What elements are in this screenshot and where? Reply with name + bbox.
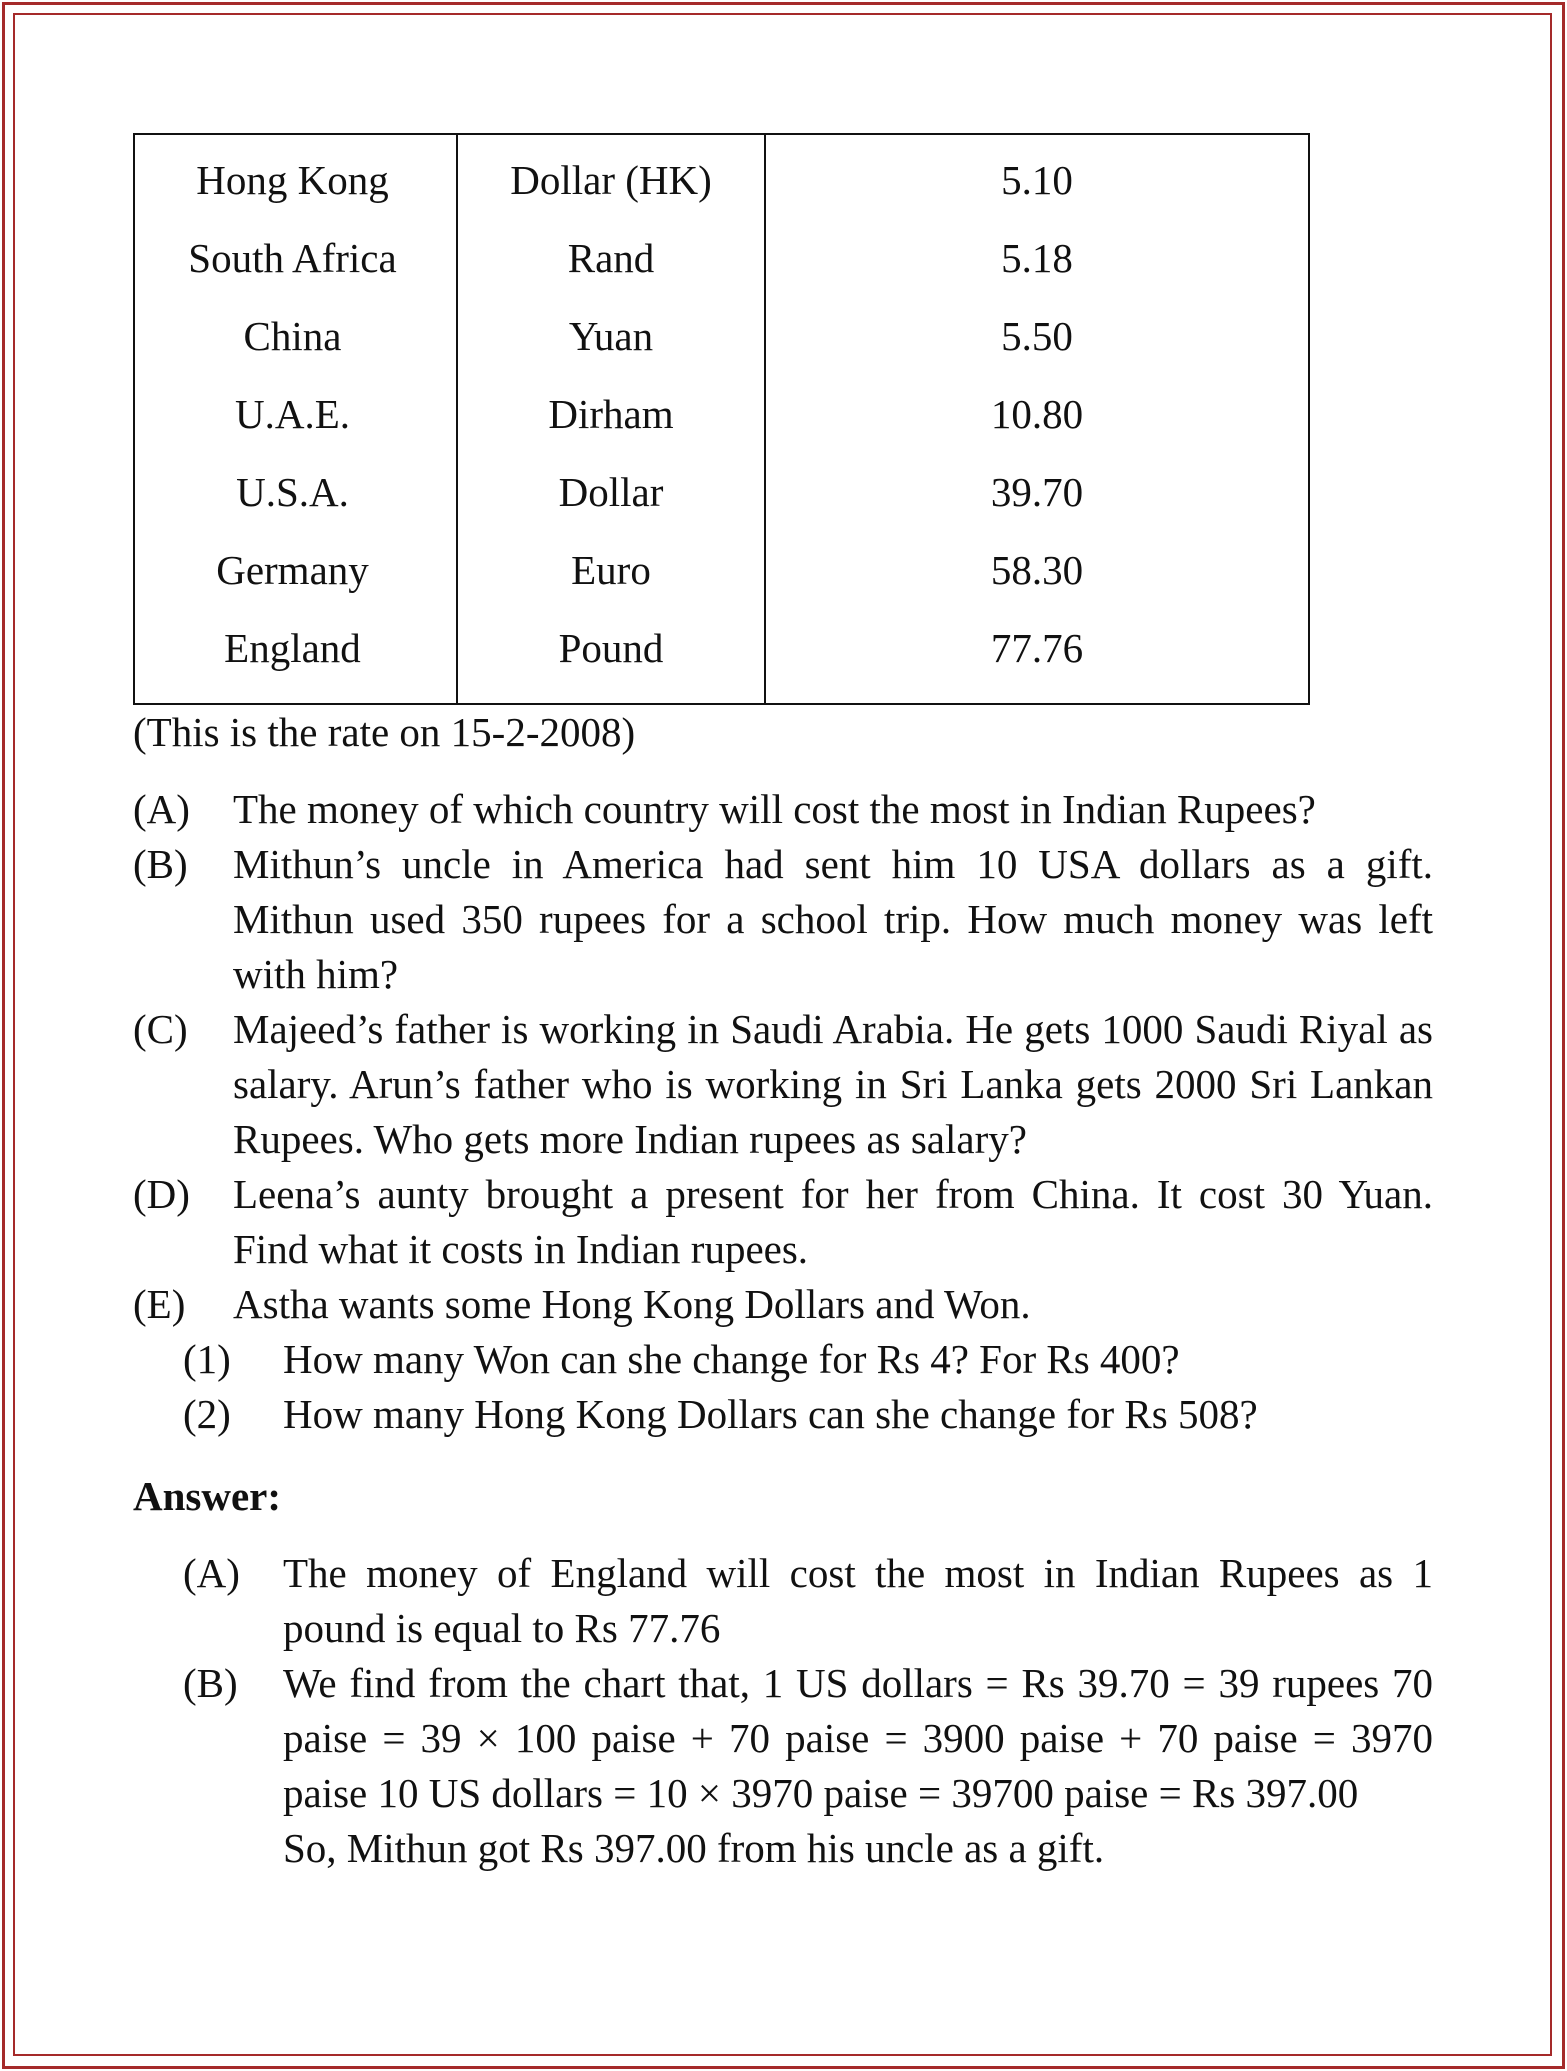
table-cell-country: England: [224, 625, 361, 671]
table-cell-country: U.A.E.: [234, 391, 350, 437]
table-cell-country: China: [243, 313, 342, 359]
sub-question-item: [133, 1387, 1433, 1442]
answer-text: The money of England will cost the most in Indian Rupees as 1 pound is equal to Rs 77.76: [283, 1550, 1433, 1651]
question-item: [133, 1277, 1433, 1332]
table-cell-currency: Pound: [558, 625, 664, 671]
question-label: (D): [133, 1171, 190, 1217]
answer-heading: Answer:: [133, 1473, 282, 1519]
answer-item: [183, 1656, 1433, 1876]
question-text: Astha wants some Hong Kong Dollars and Won.: [233, 1281, 1031, 1327]
question-label: (C): [133, 1006, 188, 1052]
question-item: [133, 1002, 1433, 1167]
currency-column: [458, 135, 766, 703]
table-cell-rate: 5.18: [1001, 235, 1073, 281]
sub-question-text: How many Hong Kong Dollars can she change for Rs 508?: [283, 1391, 1258, 1437]
table-cell-rate: 5.50: [1001, 313, 1073, 359]
table-cell-rate: 58.30: [990, 547, 1084, 593]
answer-label: (A): [183, 1550, 240, 1596]
answer-list: [183, 1546, 1433, 1876]
table-cell-rate: 5.10: [1001, 157, 1073, 203]
exchange-rate-table: [133, 133, 1310, 705]
sub-question-item: [133, 1332, 1433, 1387]
question-item: [133, 782, 1433, 837]
question-label: (E): [133, 1281, 186, 1327]
question-text: Mithun’s uncle in America had sent him 10 USA dollars as a gift. Mithun used 350 rupees for a school trip. How much money was left with him?: [233, 841, 1433, 997]
rate-date-note: (This is the rate on 15-2-2008): [133, 709, 636, 755]
rate-column: [766, 135, 1308, 703]
table-cell-currency: Dollar: [558, 469, 664, 515]
sub-question-text: How many Won can she change for Rs 4? For Rs 400?: [283, 1336, 1180, 1382]
answer-label: (B): [183, 1660, 238, 1706]
table-cell-currency: Euro: [571, 547, 651, 593]
answer-item: [183, 1546, 1433, 1656]
question-list: [133, 782, 1433, 1442]
sub-question-label: (1): [183, 1336, 231, 1382]
table-cell-currency: Yuan: [568, 313, 654, 359]
table-cell-rate: 39.70: [990, 469, 1084, 515]
table-cell-currency: Rand: [567, 235, 655, 281]
answer-text: We find from the chart that, 1 US dollars = Rs 39.70 = 39 rupees 70 paise = 39 × 100 paise + 70 paise = 3900 paise + 70 paise = 3970 paise 10 US dollars = 10 × 3970 paise = 39700 paise = Rs 397.00: [283, 1660, 1433, 1816]
table-cell-rate: 10.80: [990, 391, 1084, 437]
question-text: Leena’s aunty brought a present for her from China. It cost 30 Yuan. Find what it costs in Indian rupees.: [233, 1171, 1433, 1272]
table-cell-country: Hong Kong: [196, 157, 389, 203]
question-item: [133, 1167, 1433, 1277]
answer-body: [283, 1656, 1433, 1876]
sub-question-label: (2): [183, 1391, 231, 1437]
question-item: [133, 837, 1433, 1002]
question-label: (B): [133, 841, 188, 887]
table-cell-country: Germany: [216, 547, 369, 593]
table-cell-rate: 77.76: [990, 625, 1084, 671]
table-cell-currency: Dirham: [548, 391, 674, 437]
table-cell-country: South Africa: [188, 235, 397, 281]
table-cell-currency: Dollar (HK): [510, 157, 712, 203]
question-text: Majeed’s father is working in Saudi Arabia. He gets 1000 Saudi Riyal as salary. Arun’s father who is working in Sri Lanka gets 2000 Sri Lankan Rupees. Who gets more Indian rupees as salary?: [233, 1006, 1433, 1162]
answer-conclusion: So, Mithun got Rs 397.00 from his uncle as a gift.: [283, 1825, 1105, 1871]
table-cell-country: U.S.A.: [236, 469, 349, 515]
question-text: The money of which country will cost the most in Indian Rupees?: [233, 786, 1316, 832]
country-column: [135, 135, 458, 703]
question-label: (A): [133, 786, 190, 832]
